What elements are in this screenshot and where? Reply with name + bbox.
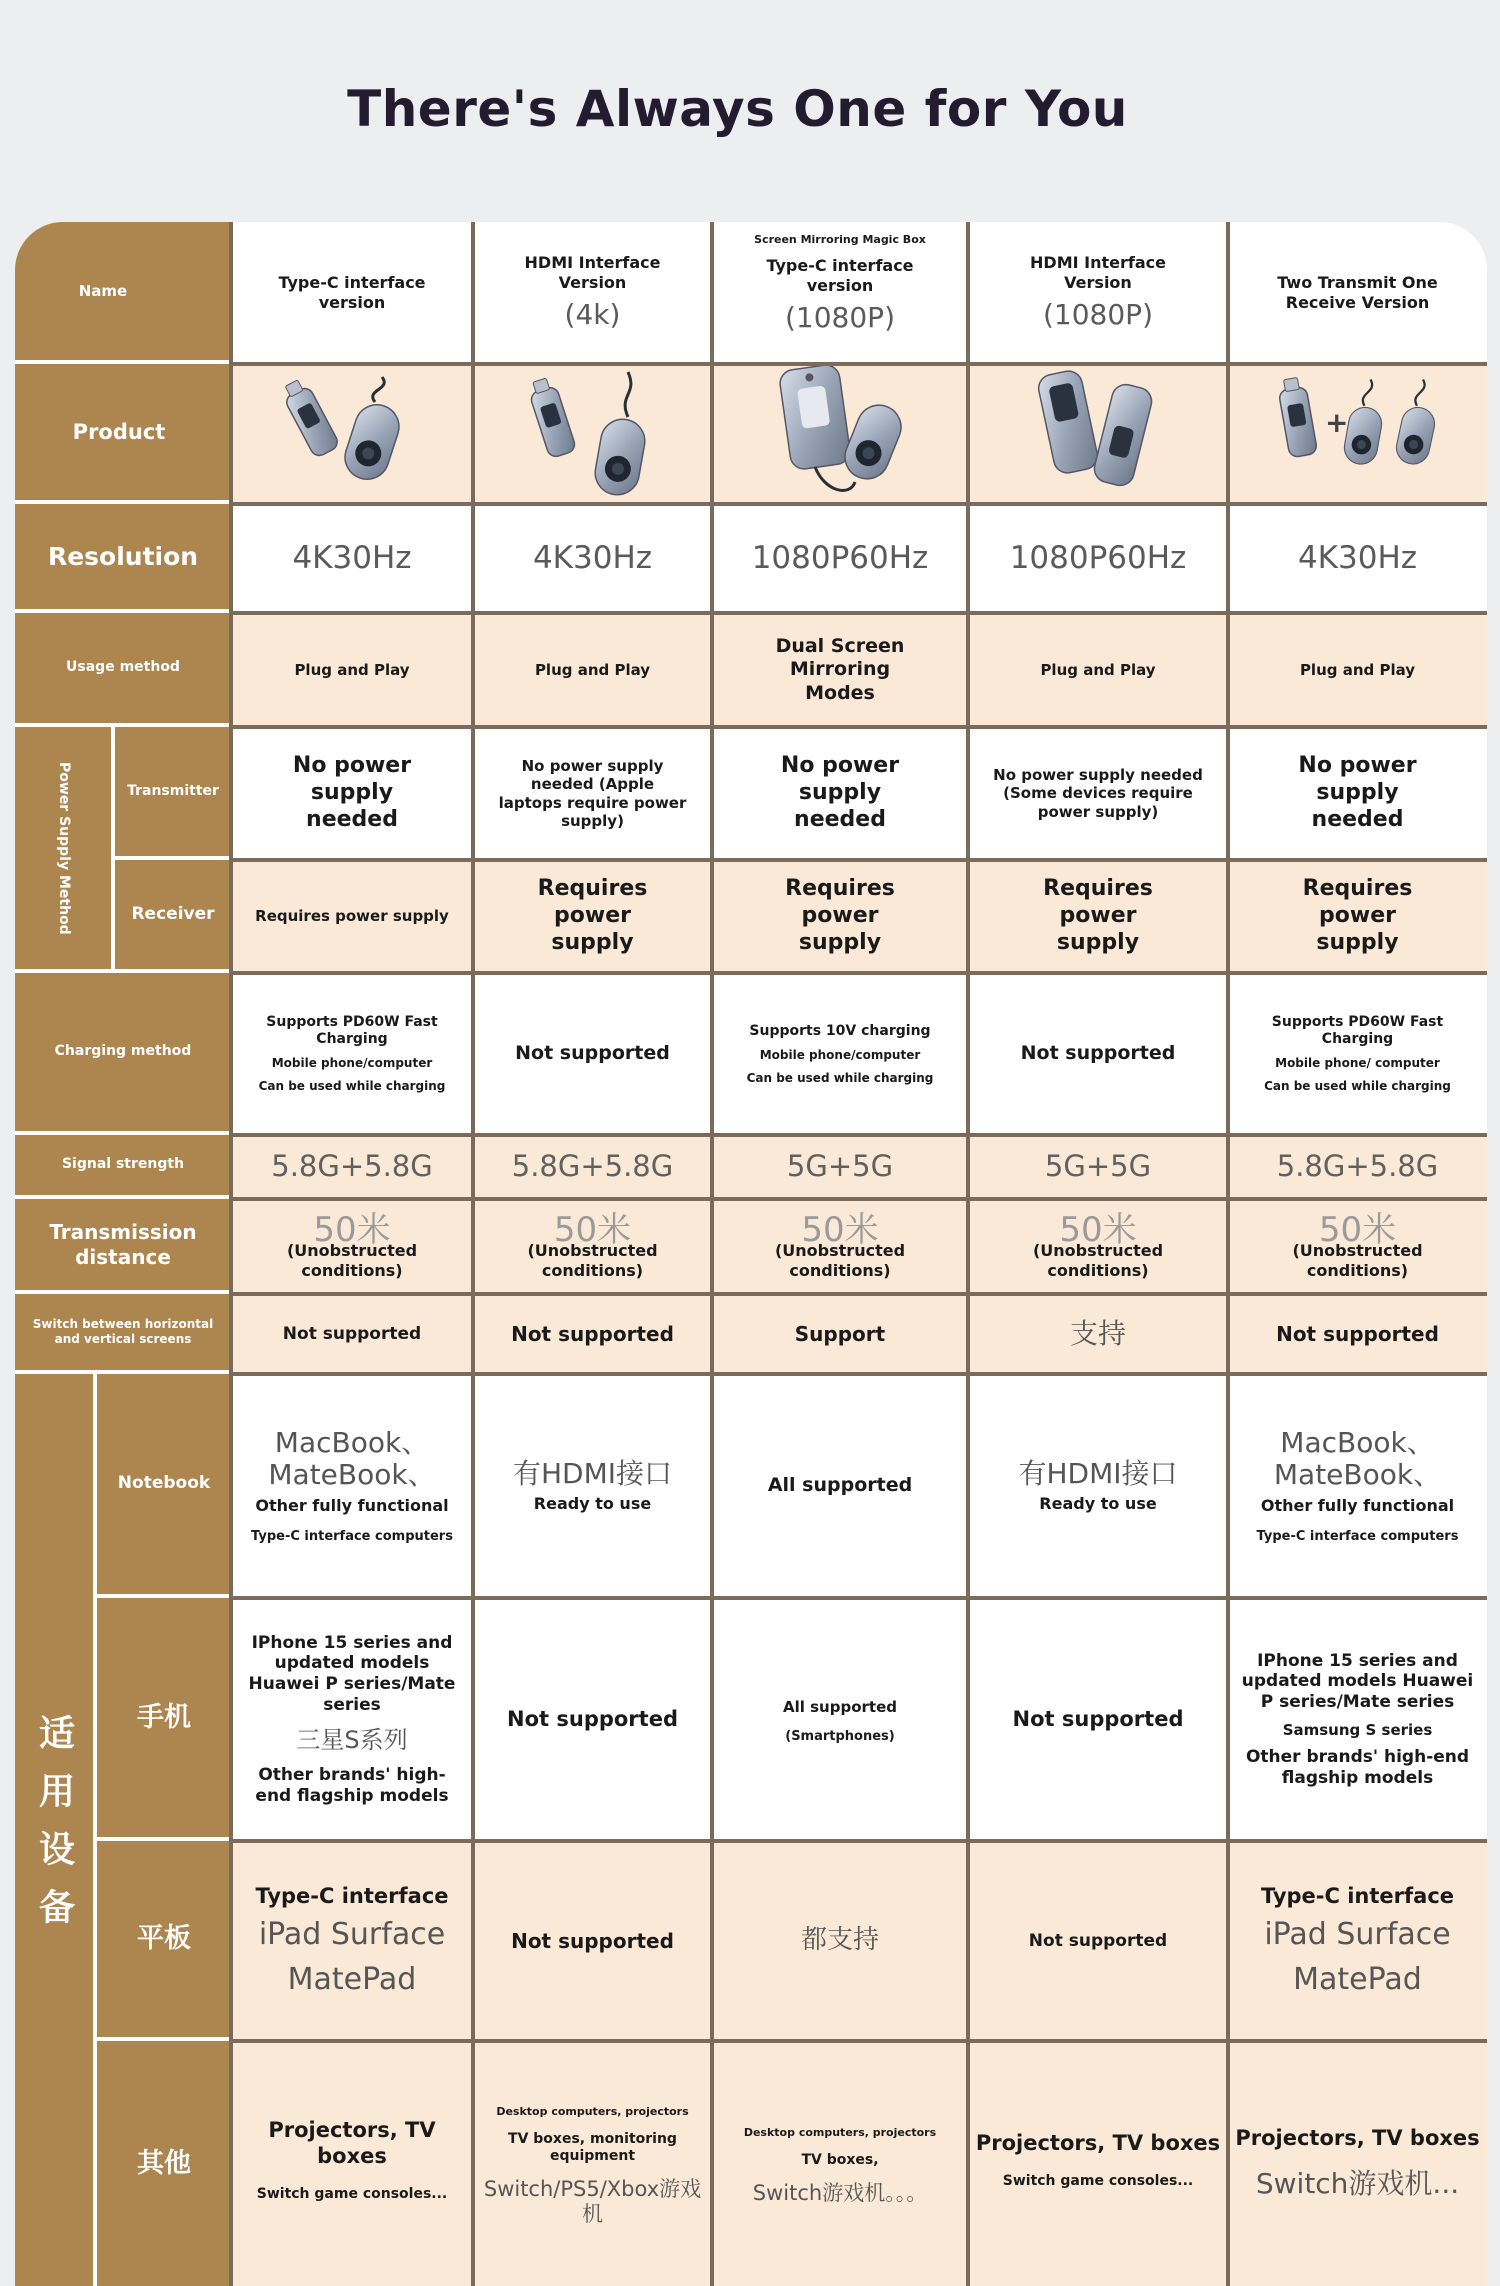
other-line-2: Switch game consoles... xyxy=(256,2185,448,2202)
signal-value: 5.8G+5.8G xyxy=(1276,1149,1439,1184)
other-line-1: Desktop computers, projectors xyxy=(743,2126,937,2140)
row-divider xyxy=(231,725,1487,729)
other-line-2: TV boxes, monitoring equipment xyxy=(508,2130,677,2164)
phone-line-3: Other brands' high-end flagship models xyxy=(255,1764,449,1806)
resolution-value: 4K30Hz xyxy=(1297,539,1418,576)
row-label-phone-text: 手机 xyxy=(137,1701,191,1733)
cell-charging-col4 xyxy=(968,973,1228,1135)
row-divider xyxy=(231,2039,1487,2043)
product-image-typec-transmitter-receiver-pair xyxy=(267,357,437,512)
row-label-product xyxy=(15,364,231,504)
tablet-line-1: Type-C interface xyxy=(255,1883,449,1908)
cell-resolution-col3 xyxy=(712,504,968,613)
distance-note: (Unobstructed conditions) xyxy=(1032,1240,1164,1280)
notebook-line-2: MateBook、 xyxy=(268,1458,436,1492)
cell-charging-col5 xyxy=(1228,973,1487,1135)
row-divider xyxy=(231,362,1487,366)
page-title: There's Always One for You xyxy=(347,80,1128,138)
tablet-line-1: 都支持 xyxy=(800,1925,879,1956)
notebook-line-2: Ready to use xyxy=(1039,1494,1157,1514)
row-label-power-supply-method xyxy=(15,727,111,973)
cell-switch-col2 xyxy=(473,1294,712,1374)
tablet-line-1: Not supported xyxy=(511,1928,674,1953)
distance-ghost: 50米 xyxy=(313,1209,391,1250)
cell-notebook-col5 xyxy=(1228,1374,1487,1598)
column-divider xyxy=(710,222,714,2286)
cell-other-col4 xyxy=(968,2041,1228,2286)
cell-name-col2 xyxy=(473,222,712,364)
cell-product-col1 xyxy=(231,364,473,504)
cell-notebook-col4 xyxy=(968,1374,1228,1598)
cell-distance-col4 xyxy=(968,1199,1228,1294)
cell-tablet-col1 xyxy=(231,1841,473,2041)
distance-ghost: 50米 xyxy=(1059,1209,1137,1250)
transmitter-value: No power supply needed xyxy=(1298,753,1417,832)
distance-note: (Unobstructed conditions) xyxy=(527,1240,658,1280)
tablet-line-3: MatePad xyxy=(287,1961,417,1997)
cell-distance-col1 xyxy=(231,1199,473,1294)
name-sub-text: (4k) xyxy=(564,298,621,332)
cell-notebook-col1 xyxy=(231,1374,473,1598)
applicable-devices-label: 适用设备 xyxy=(33,1714,75,1946)
transmitter-value: No power supply needed (Apple laptops require power supply) xyxy=(498,756,687,830)
tablet-line-1: Type-C interface xyxy=(1260,1883,1455,1908)
cell-transmitter-col3 xyxy=(712,727,968,860)
receiver-value: Requires power supply xyxy=(537,876,648,955)
cell-switch-col5 xyxy=(1228,1294,1487,1374)
phone-line-1: IPhone 15 series and updated models Huawei P series/Mate series xyxy=(1241,1650,1474,1712)
row-divider xyxy=(231,611,1487,615)
cell-tablet-col5 xyxy=(1228,1841,1487,2041)
charging-line-2: Mobile phone/computer xyxy=(759,1047,921,1062)
resolution-value: 1080P60Hz xyxy=(751,539,929,576)
notebook-line-2: MateBook、 xyxy=(1273,1458,1442,1492)
cell-usage-col1 xyxy=(231,613,473,727)
charging-line-1: Supports PD60W Fast Charging xyxy=(1271,1014,1444,1048)
row-label-name xyxy=(15,222,231,364)
signal-value: 5G+5G xyxy=(786,1149,894,1184)
row-label-other-text: 其他 xyxy=(137,2147,191,2179)
distance-ghost: 50米 xyxy=(801,1209,879,1250)
row-divider xyxy=(231,858,1487,862)
cell-signal-col3 xyxy=(712,1135,968,1199)
row-label-resolution-text: Resolution xyxy=(47,541,199,571)
transmitter-value: No power supply needed xyxy=(780,753,900,832)
tablet-line-2: iPad Surface xyxy=(1264,1917,1451,1953)
charging-line-2: Mobile phone/computer xyxy=(271,1056,433,1071)
cell-transmitter-col4 xyxy=(968,727,1228,860)
distance-note: (Unobstructed conditions) xyxy=(1292,1240,1423,1280)
cell-phone-col2 xyxy=(473,1598,712,1841)
cell-tablet-col3 xyxy=(712,1841,968,2041)
name-main-text: Type-C interface version xyxy=(766,256,914,295)
cell-switch-col1 xyxy=(231,1294,473,1374)
cell-phone-col5 xyxy=(1228,1598,1487,1841)
distance-ghost: 50米 xyxy=(553,1209,632,1250)
other-line-1: Projectors, TV boxes xyxy=(975,2131,1221,2156)
product-image-two-transmitters-one-receiver xyxy=(1273,357,1443,512)
distance-ghost: 50米 xyxy=(1318,1209,1397,1250)
resolution-value: 4K30Hz xyxy=(532,539,653,576)
charging-line-3: Can be used while charging xyxy=(746,1070,934,1085)
notebook-line-3: Other fully functional xyxy=(255,1495,449,1515)
usage-value: Dual Screen Mirroring Modes xyxy=(775,635,905,704)
cell-product-col4 xyxy=(968,364,1228,504)
distance-note: (Unobstructed conditions) xyxy=(286,1240,418,1280)
notebook-line-1: All supported xyxy=(767,1474,913,1497)
charging-line-1: Supports 10V charging xyxy=(749,1022,931,1039)
cell-resolution-col5 xyxy=(1228,504,1487,613)
notebook-line-2: Ready to use xyxy=(533,1494,652,1514)
row-label-receiver xyxy=(111,860,231,973)
cell-tablet-col2 xyxy=(473,1841,712,2041)
usage-value: Plug and Play xyxy=(1299,660,1416,679)
charging-line-1: Not supported xyxy=(515,1042,670,1065)
charging-line-3: Can be used while charging xyxy=(258,1079,446,1094)
row-label-signal xyxy=(15,1135,231,1199)
product-image-mirroring-magic-box xyxy=(755,357,925,512)
row-divider xyxy=(231,1372,1487,1376)
switch-value: Not supported xyxy=(282,1323,422,1344)
cell-usage-col3 xyxy=(712,613,968,727)
cell-name-col4 xyxy=(968,222,1228,364)
name-main-text: HDMI Interface Version xyxy=(524,253,661,292)
charging-line-2: Mobile phone/ computer xyxy=(1275,1056,1440,1071)
cell-other-col5 xyxy=(1228,2041,1487,2286)
row-label-notebook xyxy=(93,1374,231,1598)
cell-distance-col3 xyxy=(712,1199,968,1294)
row-label-other xyxy=(93,2041,231,2286)
cell-other-col3 xyxy=(712,2041,968,2286)
phone-line-1: Not supported xyxy=(1012,1706,1184,1731)
row-label-tablet xyxy=(93,1841,231,2041)
row-label-receiver-text: Receiver xyxy=(131,903,215,924)
row-label-distance xyxy=(15,1199,231,1294)
row-label-distance-text: Transmission distance xyxy=(49,1219,197,1269)
notebook-line-4: Type-C interface computers xyxy=(251,1529,453,1545)
row-label-applicable-devices xyxy=(15,1374,93,2286)
charging-line-1: Supports PD60W Fast Charging xyxy=(266,1014,438,1048)
notebook-line-1: 有HDMI接口 xyxy=(512,1457,673,1491)
charging-line-1: Not supported xyxy=(1020,1042,1176,1065)
notebook-line-4: Type-C interface computers xyxy=(1256,1529,1459,1545)
row-divider xyxy=(231,1197,1487,1201)
phone-line-1: All supported xyxy=(783,1698,897,1717)
cell-signal-col1 xyxy=(231,1135,473,1199)
row-label-resolution xyxy=(15,504,231,613)
resolution-value: 1080P60Hz xyxy=(1009,539,1187,576)
svg-text:+: + xyxy=(1324,405,1348,439)
transmitter-value: No power supply needed (Some devices require power supply) xyxy=(993,766,1203,821)
cell-product-col5 xyxy=(1228,364,1487,504)
other-line-2: Switch game consoles... xyxy=(1002,2172,1194,2189)
row-label-transmitter xyxy=(111,727,231,860)
column-divider xyxy=(1226,222,1230,2286)
row-label-tablet-text: 平板 xyxy=(137,1923,191,1955)
other-line-1: Projectors, TV boxes xyxy=(1235,2125,1480,2150)
notebook-line-1: MacBook、 xyxy=(274,1426,430,1460)
cell-signal-col2 xyxy=(473,1135,712,1199)
receiver-value: Requires power supply xyxy=(1043,876,1153,955)
switch-value: Not supported xyxy=(511,1321,674,1346)
cell-name-col1 xyxy=(231,222,473,364)
cell-resolution-col1 xyxy=(231,504,473,613)
cell-resolution-col2 xyxy=(473,504,712,613)
notebook-line-3: Other fully functional xyxy=(1260,1495,1455,1515)
other-line-2: Switch游戏机... xyxy=(1255,2167,1460,2201)
name-main-text: Type-C interface version xyxy=(278,273,426,312)
distance-note: (Unobstructed conditions) xyxy=(774,1240,906,1280)
row-label-notebook-text: Notebook xyxy=(117,1473,211,1494)
cell-charging-col3 xyxy=(712,973,968,1135)
cell-receiver-col5 xyxy=(1228,860,1487,973)
row-label-switch-text: Switch between horizontal and vertical screens xyxy=(32,1317,214,1346)
cell-product-col3 xyxy=(712,364,968,504)
phone-line-2: Samsung S series xyxy=(1282,1720,1433,1739)
row-divider xyxy=(231,1596,1487,1600)
cell-signal-col5 xyxy=(1228,1135,1487,1199)
product-image-hdmi-transmitter-receiver-pair xyxy=(508,357,678,512)
tablet-line-1: Not supported xyxy=(1028,1930,1168,1951)
column-divider xyxy=(966,222,970,2286)
row-divider xyxy=(231,1292,1487,1296)
receiver-value: Requires power supply xyxy=(785,876,895,955)
name-sub-text: (1080P) xyxy=(785,301,895,335)
column-divider xyxy=(471,222,475,2286)
cell-transmitter-col2 xyxy=(473,727,712,860)
comparison-table xyxy=(15,222,1487,2286)
cell-name-col3 xyxy=(712,222,968,364)
cell-usage-col4 xyxy=(968,613,1228,727)
cell-receiver-col1 xyxy=(231,860,473,973)
product-image-hdmi-1080p-dongle-pair xyxy=(1013,357,1183,512)
row-label-name-text: Name xyxy=(78,281,128,300)
row-label-charging xyxy=(15,973,231,1135)
other-line-3: Switch游戏机。。。 xyxy=(752,2180,928,2205)
cell-charging-col2 xyxy=(473,973,712,1135)
cell-switch-col4 xyxy=(968,1294,1228,1374)
row-label-charging-text: Charging method xyxy=(54,1043,192,1060)
cell-switch-col3 xyxy=(712,1294,968,1374)
signal-value: 5.8G+5.8G xyxy=(271,1149,433,1184)
cell-phone-col3 xyxy=(712,1598,968,1841)
row-divider xyxy=(231,1133,1487,1137)
tablet-line-3: MatePad xyxy=(1293,1961,1422,1997)
other-line-1: Projectors, TV boxes xyxy=(268,2118,436,2168)
switch-value: Not supported xyxy=(1276,1321,1439,1346)
row-label-phone xyxy=(93,1598,231,1841)
switch-value: Support xyxy=(794,1321,886,1346)
row-label-switch xyxy=(15,1294,231,1374)
resolution-value: 4K30Hz xyxy=(292,539,412,576)
cell-notebook-col3 xyxy=(712,1374,968,1598)
phone-line-2: (Smartphones) xyxy=(785,1728,895,1744)
cell-transmitter-col1 xyxy=(231,727,473,860)
cell-charging-col1 xyxy=(231,973,473,1135)
row-divider xyxy=(231,971,1487,975)
other-line-1: Desktop computers, projectors xyxy=(496,2105,689,2119)
power-supply-method-label: Power Supply Method xyxy=(55,761,72,935)
notebook-line-1: MacBook、 xyxy=(1280,1426,1435,1460)
tablet-line-2: iPad Surface xyxy=(258,1917,446,1953)
row-divider xyxy=(231,502,1487,506)
cell-tablet-col4 xyxy=(968,1841,1228,2041)
cell-usage-col5 xyxy=(1228,613,1487,727)
usage-value: Plug and Play xyxy=(294,660,410,679)
cell-phone-col4 xyxy=(968,1598,1228,1841)
row-label-transmitter-text: Transmitter xyxy=(127,782,219,799)
phone-line-1: Not supported xyxy=(507,1706,678,1731)
other-line-3: Switch/PS5/Xbox游戏机 xyxy=(483,2176,702,2227)
column-divider xyxy=(229,222,233,2286)
cell-name-col5 xyxy=(1228,222,1487,364)
cell-resolution-col4 xyxy=(968,504,1228,613)
row-label-usage xyxy=(15,613,231,727)
cell-distance-col5 xyxy=(1228,1199,1487,1294)
notebook-line-1: 有HDMI接口 xyxy=(1018,1457,1178,1491)
row-label-product-text: Product xyxy=(72,419,166,444)
name-small-text: Screen Mirroring Magic Box xyxy=(754,232,926,246)
signal-value: 5.8G+5.8G xyxy=(511,1149,674,1184)
cell-product-col2 xyxy=(473,364,712,504)
cell-receiver-col2 xyxy=(473,860,712,973)
cell-usage-col2 xyxy=(473,613,712,727)
name-main-text: HDMI Interface Version xyxy=(1030,253,1166,292)
cell-other-col1 xyxy=(231,2041,473,2286)
cell-receiver-col3 xyxy=(712,860,968,973)
row-divider xyxy=(231,1839,1487,1843)
cell-other-col2 xyxy=(473,2041,712,2286)
cell-phone-col1 xyxy=(231,1598,473,1841)
other-line-2: TV boxes, xyxy=(801,2151,879,2168)
cell-notebook-col2 xyxy=(473,1374,712,1598)
phone-line-3: Other brands' high-end flagship models xyxy=(1245,1747,1470,1788)
usage-value: Plug and Play xyxy=(1040,660,1156,679)
row-label-signal-text: Signal strength xyxy=(61,1156,185,1173)
name-main-text: Two Transmit One Receive Version xyxy=(1277,273,1438,312)
phone-line-1: IPhone 15 series and updated models Huawei P series/Mate series xyxy=(248,1632,456,1715)
cell-signal-col4 xyxy=(968,1135,1228,1199)
receiver-value: Requires power supply xyxy=(255,907,449,926)
usage-value: Plug and Play xyxy=(534,660,651,679)
cell-distance-col2 xyxy=(473,1199,712,1294)
row-label-usage-text: Usage method xyxy=(66,659,180,676)
charging-line-3: Can be used while charging xyxy=(1264,1079,1451,1094)
switch-value: 支持 xyxy=(1069,1316,1126,1350)
phone-line-2: 三星S系列 xyxy=(296,1725,408,1754)
transmitter-value: No power supply needed xyxy=(292,753,412,832)
cell-receiver-col4 xyxy=(968,860,1228,973)
cell-transmitter-col5 xyxy=(1228,727,1487,860)
signal-value: 5G+5G xyxy=(1044,1149,1152,1184)
receiver-value: Requires power supply xyxy=(1302,876,1413,955)
name-sub-text: (1080P) xyxy=(1043,298,1153,332)
